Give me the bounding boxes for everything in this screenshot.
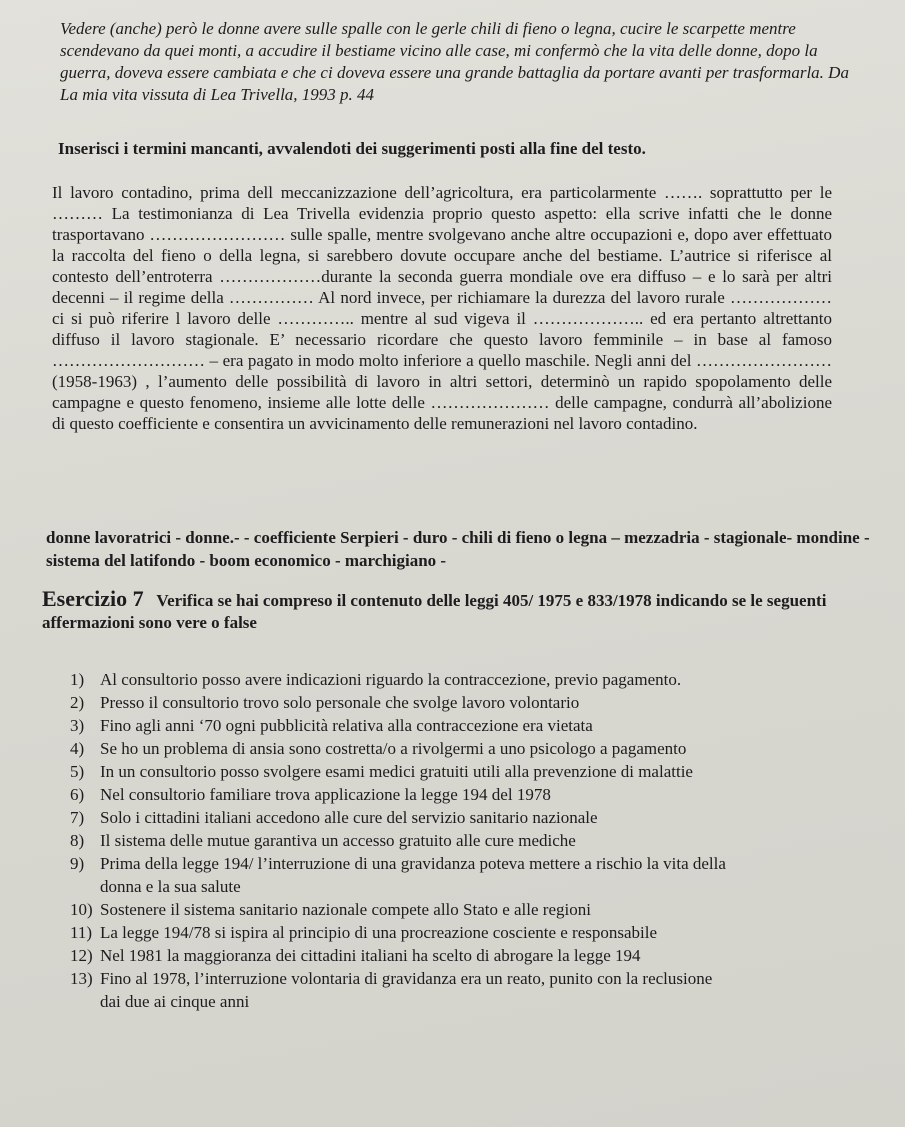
list-item: 2) Presso il consultorio trovo solo personale che svolge lavoro volontario	[70, 693, 580, 712]
true-false-list	[70, 668, 890, 1013]
list-item: 4) Se ho un problema di ansia sono costretta/o a rivolgermi a uno psicologo a pagamento	[70, 739, 687, 758]
list-item: 11) La legge 194/78 si ispira al principio di una procreazione cosciente e responsabile	[70, 923, 658, 942]
list-item: 9) Prima della legge 194/ l’interruzione di una gravidanza poteva mettere a rischio la vita della	[70, 854, 726, 873]
fill-in-text-body: soprattutto per le ……… La testimonianza di Lea Trivella evidenzia proprio questo aspetto: ella scrive infatti che le donne trasportavano …………………… sulle spalle, mentre svolgevano anche altre occupazioni e, dopo aver effettuato la raccolta del fieno o della legna, si sarebbero dovute occupare anche del bestiame. L’autrice si riferisce al contesto dell’entroterra ………………durante la seconda guerra mondiale ove era diffuso – e lo sarà per altri decenni – il regime della …………… Al nord invece, per richiamare la durezza del lavoro rurale ……………… ci si può riferire l lavoro delle ………….. mentre al sud vigeva il ……………….. ed era pertanto altrettanto diffuso il lavoro stagionale. E’ necessario ricordare che questo lavoro femminile – in base al famoso ……………………… – era pagato in modo molto inferiore a quello maschile. Negli anni del ……………………(1958-1963) , l’aumento delle possibilità di lavoro in altri settori, determinò un rapido spopolamento delle campagne e questo fenomeno, insieme alle lotte delle ………………… delle campagne, condurrà all’abolizione di questo coefficiente e consentira un avvicinamento delle remunerazioni nel lavoro contadino.	[52, 183, 832, 433]
quote-text: Vedere (anche) però le donne avere sulle spalle con le gerle chili di fieno o legna, cucire le scarpette mentre scendevano da quei monti, a accudire il bestiame vicino alle case, mi confermò che la vita delle donne, dopo la guerra, doveva essere cambiata e che ci doveva essere una grande battaglia da portare avanti per trasformarla. Da	[60, 19, 849, 82]
list-item: 10) Sostenere il sistema sanitario nazionale compete allo Stato e alle regioni	[70, 900, 591, 919]
list-item: 13) Fino al 1978, l’interruzione volontaria di gravidanza era un reato, punito con la reclusione	[70, 969, 713, 988]
list-item-continuation: dai due ai cinque anni	[100, 992, 250, 1011]
list-item: 5) In un consultorio posso svolgere esami medici gratuiti utili alla prevenzione di malattie	[70, 762, 693, 781]
word-bank: donne lavoratrici - donne.- - coefficiente Serpieri - duro - chili di fieno o legna – mezzadria - stagionale- mondine - sistema del latifondo - boom economico - marchigiano -	[46, 528, 870, 570]
list-item: 12) Nel 1981 la maggioranza dei cittadini italiani ha scelto di abrogare la legge 194	[70, 946, 641, 965]
list-item: 1) Al consultorio posso avere indicazioni riguardo la contraccezione, previo pagamento.	[70, 670, 682, 689]
list-item: 8) Il sistema delle mutue garantiva un accesso gratuito alle cure mediche	[70, 831, 576, 850]
list-item: 3) Fino agli anni ‘70 ogni pubblicità relativa alla contraccezione era vietata	[70, 716, 593, 735]
exercise6-heading: Inserisci i termini mancanti, avvalendoti dei suggerimenti posti alla fine del testo.	[58, 139, 646, 158]
list-item-continuation: donna e la sua salute	[100, 877, 241, 896]
exercise7-header	[42, 588, 882, 634]
list-item: 7) Solo i cittadini italiani accedono alle cure del servizio sanitario nazionale	[70, 808, 598, 827]
exercise7-label: Esercizio 7	[42, 586, 144, 611]
exercise7-heading: Verifica se hai compreso il contenuto delle leggi 405/ 1975 e 833/1978 indicando se le seguenti affermazioni sono vere o false	[42, 591, 827, 632]
intro-quote	[60, 18, 860, 106]
list-item: 6) Nel consultorio familiare trova applicazione la legge 194 del 1978	[70, 785, 551, 804]
fill-in-text-line: Il lavoro contadino, prima dell meccanizzazione dell’agricoltura, era particolarmente …….	[52, 183, 703, 202]
quote-source: di Lea Trivella, 1993 p. 44	[188, 85, 375, 104]
quote-book-title: La mia vita vissuta	[60, 85, 189, 104]
fill-in-text	[52, 182, 832, 434]
